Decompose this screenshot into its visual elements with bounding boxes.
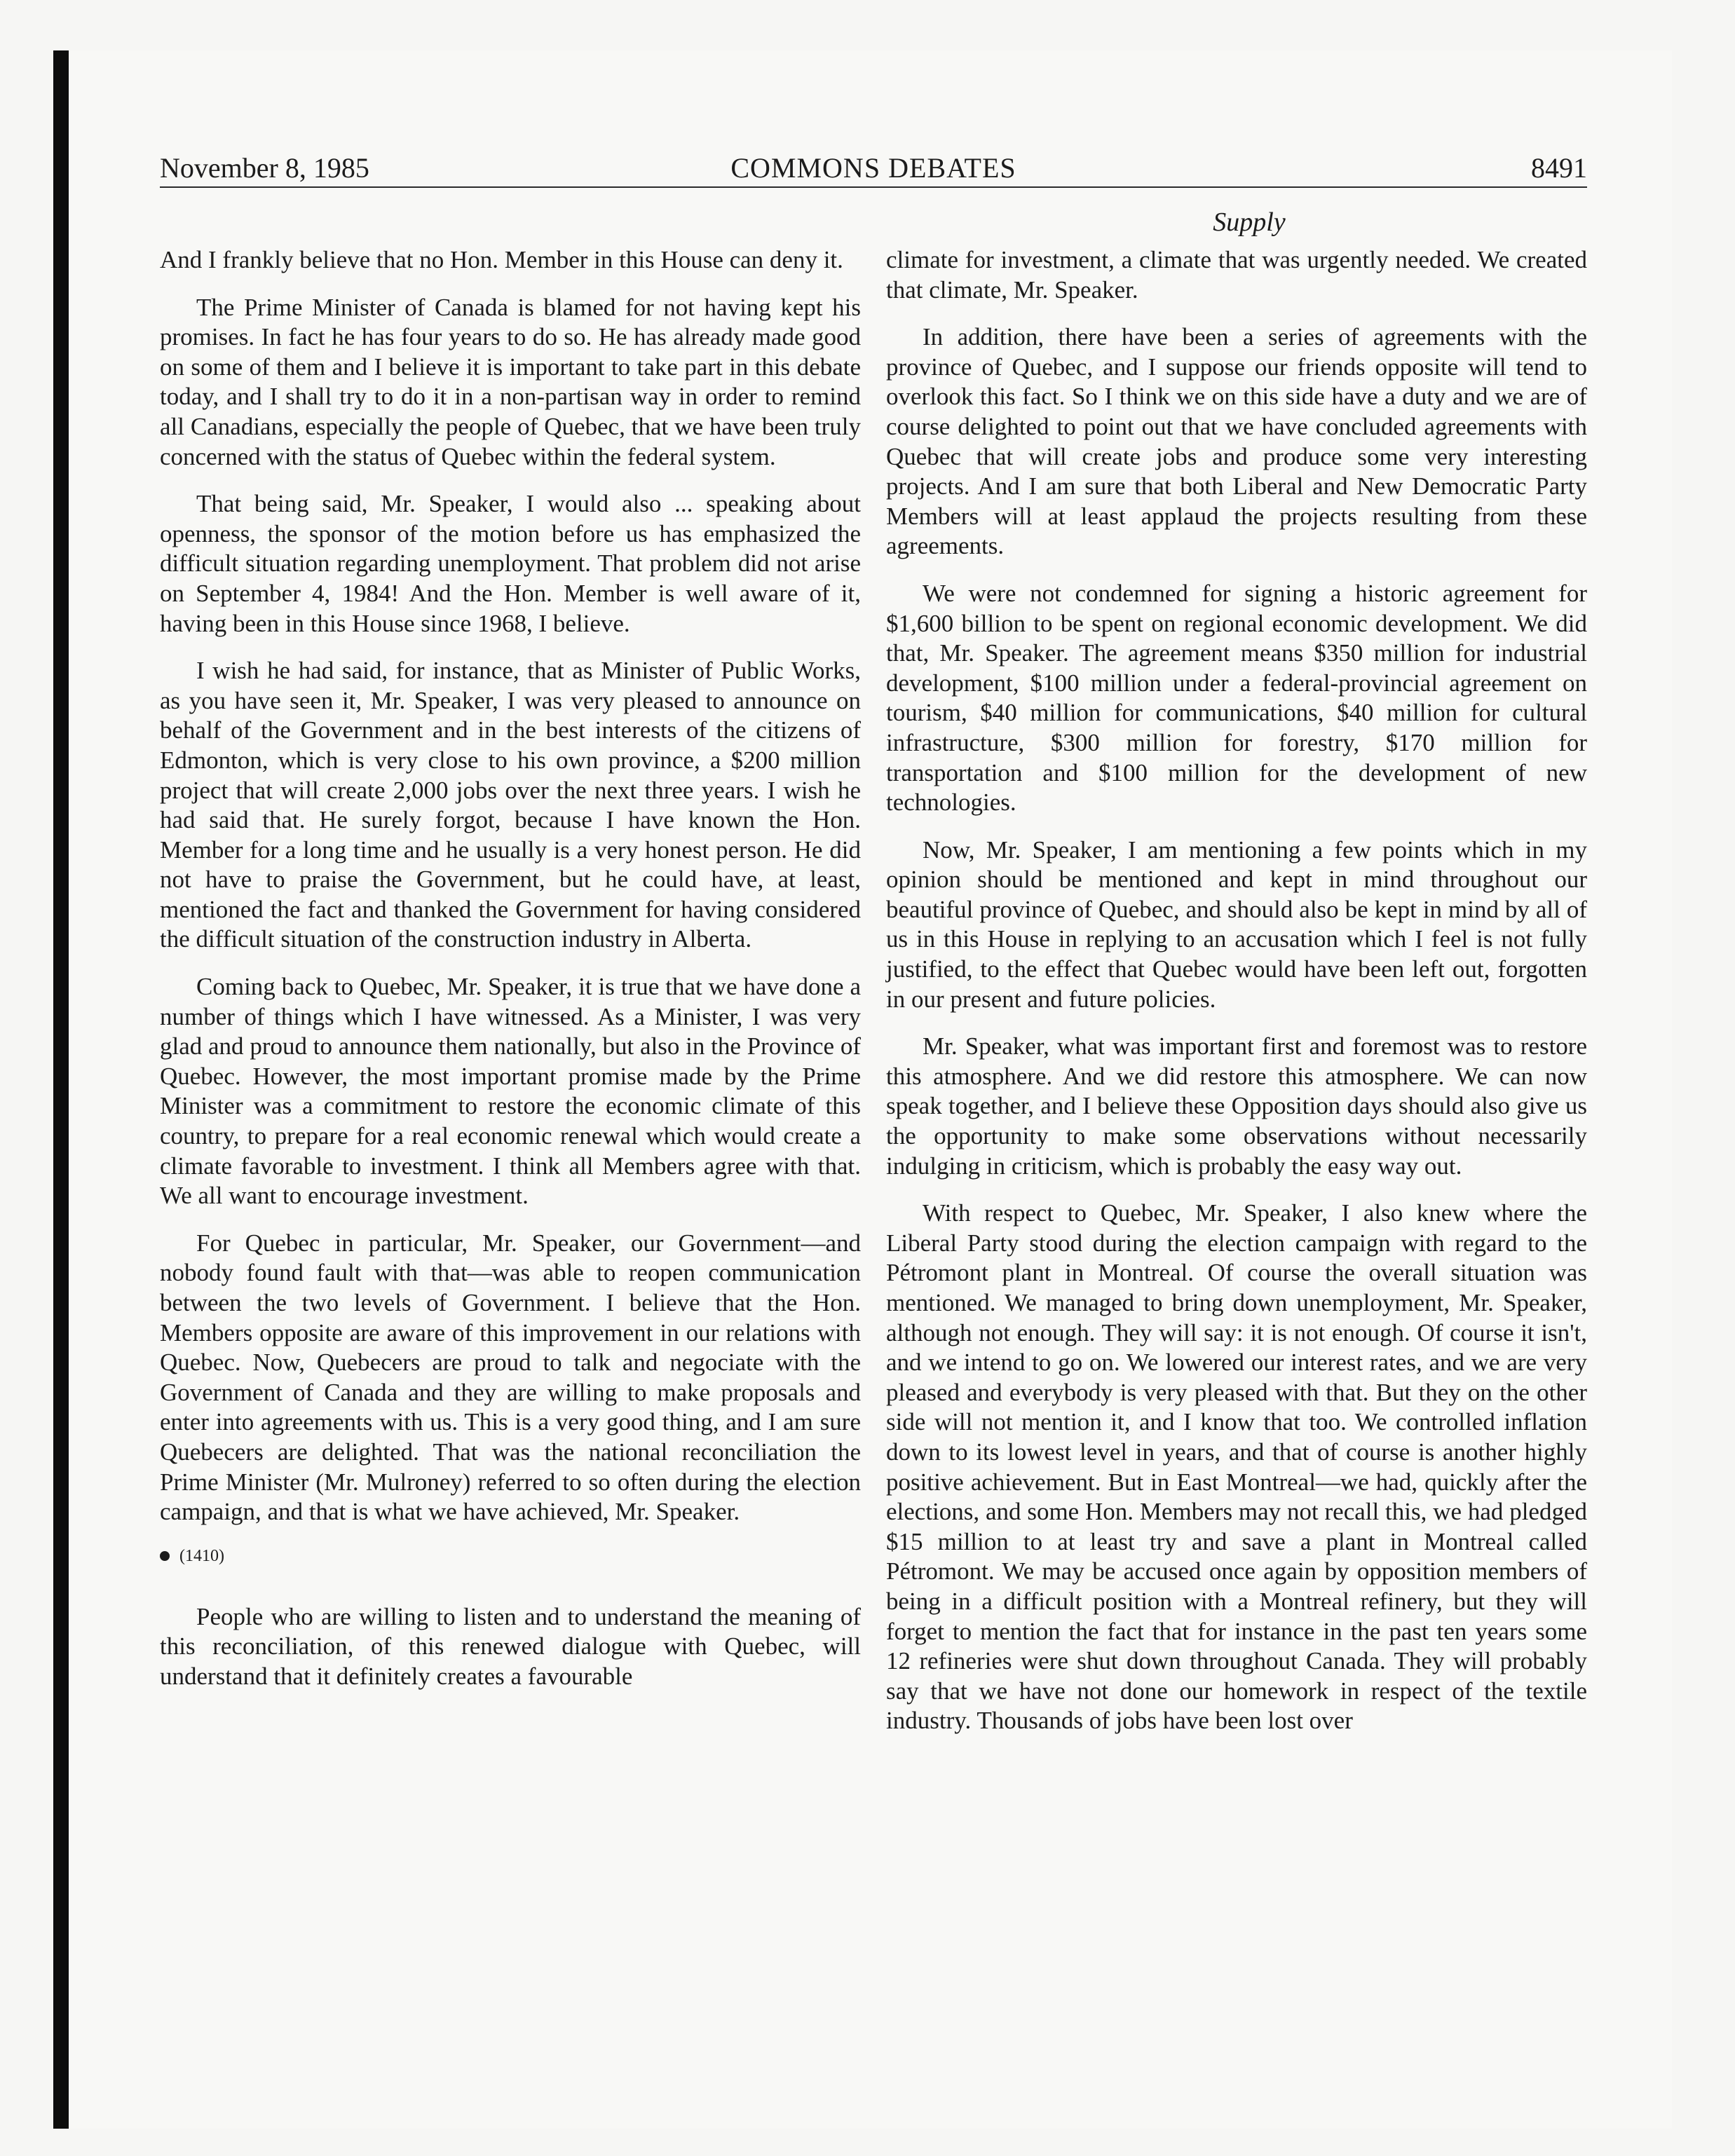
bullet-icon <box>160 1551 170 1561</box>
paragraph: That being said, Mr. Speaker, I would also ... speaking about openness, the sponsor of the motion before us has emphasized the difficult situation regarding unemployment. That problem did not arise on September 4, 1984! And the Hon. Member is well aware of it, having been in this House since 1968, I believe. <box>160 490 861 637</box>
paragraph: I wish he had said, for instance, that as Minister of Public Works, as you have seen it, Mr. Speaker, I was very pleased to announce on behalf of the Government and in the best interests of the citizens of Edmonton, which is very close to his own province, a $200 million project that will create 2,000 jobs over the next three years. I wish he had said that. He surely forgot, because I have known the Hon. Member for a long time and he usually is a very honest person. He did not have to praise the Government, but he could have, at least, mentioned the fact and thanked the Government for having considered the difficult situation of the construction industry in Alberta. <box>160 657 861 953</box>
section-heading: Supply <box>1213 207 1286 237</box>
paragraph: For Quebec in particular, Mr. Speaker, our Government—and nobody found fault with that—was able to reopen communication between the two levels of Government. I believe that the Hon. Members opposite are aware of this improvement in our relations with Quebec. Now, Quebecers are proud to talk and negociate with the Government of Canada and they are willing to make proposals and enter into agreements with us. This is a very good thing, and I am sure Quebecers are delighted. That was the national reconciliation the Prime Minister (Mr. Mulroney) referred to so often during the election campaign, and that is what we have achieved, Mr. Speaker. <box>160 1229 861 1526</box>
paragraph: Coming back to Quebec, Mr. Speaker, it is true that we have done a number of things which I have witnessed. As a Minister, I was very glad and proud to announce them nationally, but also in the Province of Quebec. However, the most important promise made by the Prime Minister was a commitment to restore the economic climate of this country, to prepare for a real economic renewal which would create a climate favorable to investment. I think all Members agree with that. We all want to encourage investment. <box>160 973 861 1210</box>
time-marker <box>160 1545 861 1567</box>
running-header <box>160 149 1587 187</box>
paragraph: In addition, there have been a series of agreements with the province of Quebec, and I suppose our friends opposite will tend to overlook this fact. So I think we on this side have a duty and we are of course delighted to point out that we have concluded agreements with Quebec that will create jobs and produce some very interesting projects. And I am sure that both Liberal and New Democratic Party Members will at least applaud the projects resulting from these agreements. <box>886 323 1587 560</box>
paragraph: The Prime Minister of Canada is blamed for not having kept his promises. In fact he has four years to do so. He has already made good on some of them and I believe it is important to take part in this debate today, and I shall try to do it in a non-partisan way in order to remind all Canadians, especially the people of Quebec, that we have been truly concerned with the status of Quebec within the federal system. <box>160 293 861 470</box>
paragraph: And I frankly believe that no Hon. Member in this House can deny it. <box>160 246 843 273</box>
publication-title: COMMONS DEBATES <box>730 152 1016 184</box>
paragraph: climate for investment, a climate that was urgently needed. We created that climate, Mr. Speaker. <box>886 246 1587 303</box>
header-date: November 8, 1985 <box>160 152 369 184</box>
time-marker-text: (1410) <box>179 1546 224 1565</box>
paragraph: Mr. Speaker, what was important first and foremost was to restore this atmosphere. And we did restore this atmosphere. We can now speak together, and I believe these Opposition days should also give us the opportunity to make some observations without necessarily indulging in criticism, which is probably the easy way out. <box>886 1032 1587 1180</box>
paragraph: People who are willing to listen and to understand the meaning of this reconciliation, of this renewed dialogue with Quebec, will understand that it definitely creates a favourable <box>160 1602 861 1690</box>
paragraph: With respect to Quebec, Mr. Speaker, I also knew where the Liberal Party stood during the election campaign with regard to the Pétromont plant in Montreal. Of course the overall situation was mentioned. We managed to bring down unemployment, Mr. Speaker, although not enough. They will say: it is not enough. Of course it isn't, and we intend to go on. We lowered our interest rates, and we are very pleased and everybody is very pleased with that. But they on the other side will not mention it, and I know that too. We controlled inflation down to its lowest level in years, and that of course is another highly positive achievement. But in East Montreal—we had, quickly after the elections, and some Hon. Members may not recall this, we had pledged $15 million to at least try and save a plant in Montreal called Pétromont. We may be accused once again by opposition members of being in a difficult position with a Montreal refinery, but they will forget to mention the fact that for instance in the past ten years some 12 refineries were shut down throughout Canada. They will probably say that we have not done our homework in respect of the textile industry. Thousands of jobs have been lost over <box>886 1199 1587 1735</box>
left-column <box>160 245 861 1710</box>
scan-edge <box>53 50 69 2129</box>
paragraph: We were not condemned for signing a historic agreement for $1,600 billion to be spent on regional economic development. We did that, Mr. Speaker. The agreement means $350 million for industrial development, $100 million under a federal-provincial agreement on tourism, $40 million for communications, $40 million for cultural infrastructure, $300 million for forestry, $170 million for transportation and $100 million for the development of new technologies. <box>886 579 1587 817</box>
header-rule <box>160 186 1587 188</box>
paragraph: Now, Mr. Speaker, I am mentioning a few points which in my opinion should be mentioned and kept in mind throughout our beautiful province of Quebec, and should also be kept in mind by all of us in this House in replying to an accusation which I feel is not fully justified, to the effect that Quebec would have been left out, forgotten in our present and future policies. <box>886 835 1587 1013</box>
right-column <box>886 245 1587 1754</box>
page-number: 8491 <box>1531 152 1587 184</box>
